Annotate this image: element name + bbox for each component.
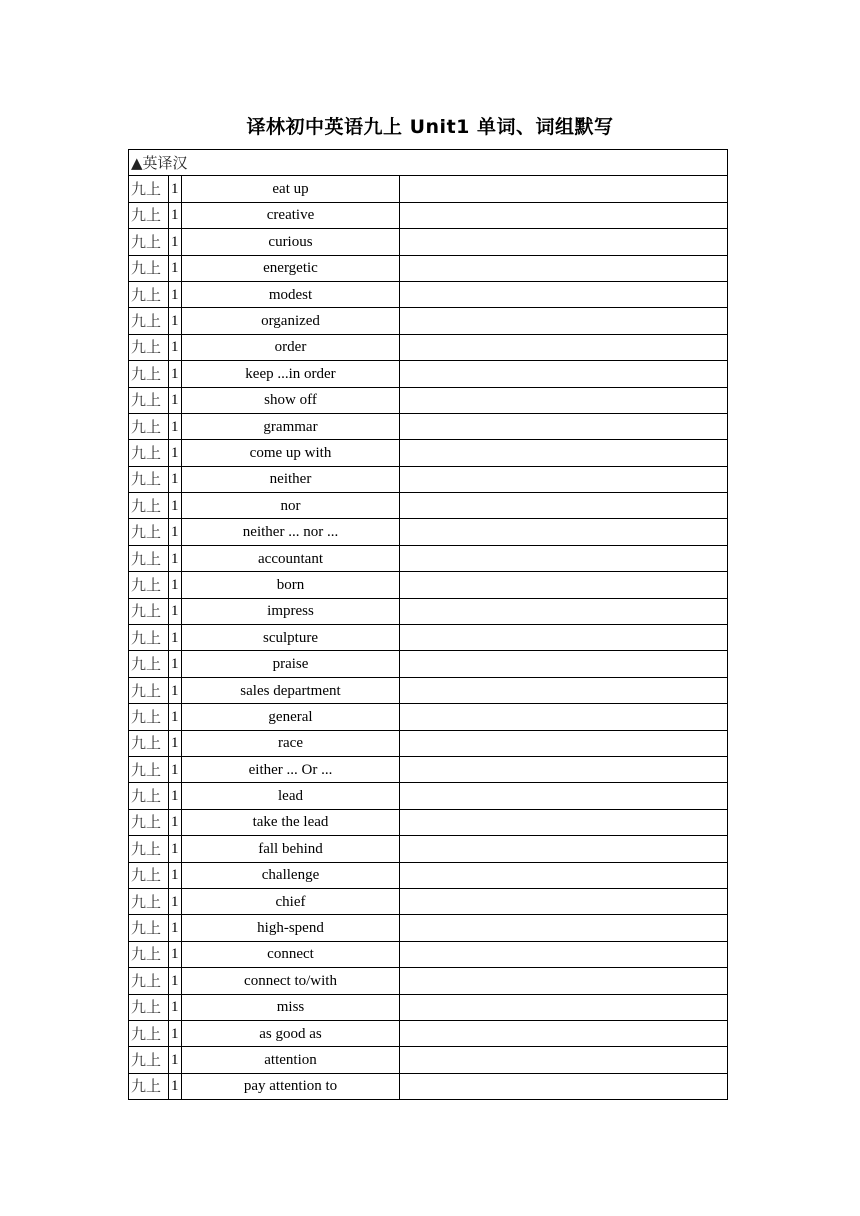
answer-blank-cell[interactable] (400, 836, 728, 862)
book-cell: 九上 (129, 888, 169, 914)
table-row (129, 625, 728, 651)
book-cell: 九上 (129, 1073, 169, 1099)
unit-cell: 1 (169, 677, 182, 703)
english-term-cell: grammar (182, 413, 400, 439)
unit-cell: 1 (169, 809, 182, 835)
english-term-cell: fall behind (182, 836, 400, 862)
english-term-cell: show off (182, 387, 400, 413)
table-row (129, 466, 728, 492)
page-title: 译林初中英语九上 Unit1 单词、词组默写 (246, 116, 614, 138)
english-term-cell: come up with (182, 440, 400, 466)
answer-blank-cell[interactable] (400, 466, 728, 492)
unit-cell: 1 (169, 915, 182, 941)
table-row (129, 994, 728, 1020)
unit-cell: 1 (169, 572, 182, 598)
unit-cell: 1 (169, 466, 182, 492)
unit-cell: 1 (169, 836, 182, 862)
answer-blank-cell[interactable] (400, 545, 728, 571)
answer-blank-cell[interactable] (400, 677, 728, 703)
english-term-cell: pay attention to (182, 1073, 400, 1099)
english-term-cell: race (182, 730, 400, 756)
book-cell: 九上 (129, 229, 169, 255)
unit-cell: 1 (169, 176, 182, 202)
book-cell: 九上 (129, 598, 169, 624)
english-term-cell: sculpture (182, 625, 400, 651)
table-row (129, 1020, 728, 1046)
section-header-row (129, 150, 728, 176)
table-row (129, 413, 728, 439)
english-term-cell: connect (182, 941, 400, 967)
english-term-cell: praise (182, 651, 400, 677)
english-term-cell: creative (182, 202, 400, 228)
unit-cell: 1 (169, 308, 182, 334)
answer-blank-cell[interactable] (400, 572, 728, 598)
answer-blank-cell[interactable] (400, 413, 728, 439)
book-cell: 九上 (129, 809, 169, 835)
unit-cell: 1 (169, 1020, 182, 1046)
table-row (129, 176, 728, 202)
answer-blank-cell[interactable] (400, 756, 728, 782)
english-term-cell: modest (182, 281, 400, 307)
section-header: ▲英译汉 (129, 150, 728, 176)
answer-blank-cell[interactable] (400, 255, 728, 281)
table-row (129, 387, 728, 413)
table-row (129, 862, 728, 888)
unit-cell: 1 (169, 1073, 182, 1099)
table-row (129, 229, 728, 255)
unit-cell: 1 (169, 756, 182, 782)
answer-blank-cell[interactable] (400, 493, 728, 519)
english-term-cell: neither ... nor ... (182, 519, 400, 545)
answer-blank-cell[interactable] (400, 704, 728, 730)
table-row (129, 941, 728, 967)
unit-cell: 1 (169, 783, 182, 809)
english-term-cell: impress (182, 598, 400, 624)
table-row (129, 598, 728, 624)
book-cell: 九上 (129, 730, 169, 756)
unit-cell: 1 (169, 229, 182, 255)
answer-blank-cell[interactable] (400, 1020, 728, 1046)
table-row (129, 783, 728, 809)
book-cell: 九上 (129, 334, 169, 360)
answer-blank-cell[interactable] (400, 625, 728, 651)
unit-cell: 1 (169, 281, 182, 307)
table-row (129, 281, 728, 307)
book-cell: 九上 (129, 756, 169, 782)
book-cell: 九上 (129, 493, 169, 519)
table-row (129, 519, 728, 545)
answer-blank-cell[interactable] (400, 994, 728, 1020)
english-term-cell: sales department (182, 677, 400, 703)
answer-blank-cell[interactable] (400, 968, 728, 994)
answer-blank-cell[interactable] (400, 202, 728, 228)
answer-blank-cell[interactable] (400, 1047, 728, 1073)
book-cell: 九上 (129, 625, 169, 651)
unit-cell: 1 (169, 730, 182, 756)
table-row (129, 572, 728, 598)
answer-blank-cell[interactable] (400, 387, 728, 413)
book-cell: 九上 (129, 677, 169, 703)
answer-blank-cell[interactable] (400, 519, 728, 545)
answer-blank-cell[interactable] (400, 941, 728, 967)
table-row (129, 756, 728, 782)
answer-blank-cell[interactable] (400, 229, 728, 255)
table-row (129, 704, 728, 730)
answer-blank-cell[interactable] (400, 334, 728, 360)
unit-cell: 1 (169, 968, 182, 994)
book-cell: 九上 (129, 968, 169, 994)
answer-blank-cell[interactable] (400, 281, 728, 307)
book-cell: 九上 (129, 1020, 169, 1046)
table-row (129, 836, 728, 862)
english-term-cell: keep ...in order (182, 361, 400, 387)
unit-cell: 1 (169, 888, 182, 914)
book-cell: 九上 (129, 308, 169, 334)
english-term-cell: high-spend (182, 915, 400, 941)
table-row (129, 493, 728, 519)
unit-cell: 1 (169, 202, 182, 228)
table-row (129, 651, 728, 677)
book-cell: 九上 (129, 545, 169, 571)
vocabulary-table-body (129, 150, 728, 1100)
table-row (129, 968, 728, 994)
english-term-cell: chief (182, 888, 400, 914)
answer-blank-cell[interactable] (400, 1073, 728, 1099)
english-term-cell: curious (182, 229, 400, 255)
book-cell: 九上 (129, 704, 169, 730)
book-cell: 九上 (129, 862, 169, 888)
book-cell: 九上 (129, 255, 169, 281)
table-row (129, 255, 728, 281)
unit-cell: 1 (169, 413, 182, 439)
table-row (129, 915, 728, 941)
english-term-cell: nor (182, 493, 400, 519)
answer-blank-cell[interactable] (400, 176, 728, 202)
book-cell: 九上 (129, 413, 169, 439)
book-cell: 九上 (129, 387, 169, 413)
answer-blank-cell[interactable] (400, 730, 728, 756)
unit-cell: 1 (169, 255, 182, 281)
english-term-cell: either ... Or ... (182, 756, 400, 782)
answer-blank-cell[interactable] (400, 783, 728, 809)
answer-blank-cell[interactable] (400, 651, 728, 677)
unit-cell: 1 (169, 704, 182, 730)
unit-cell: 1 (169, 625, 182, 651)
book-cell: 九上 (129, 281, 169, 307)
book-cell: 九上 (129, 361, 169, 387)
unit-cell: 1 (169, 387, 182, 413)
english-term-cell: connect to/with (182, 968, 400, 994)
unit-cell: 1 (169, 519, 182, 545)
unit-cell: 1 (169, 545, 182, 571)
english-term-cell: accountant (182, 545, 400, 571)
english-term-cell: take the lead (182, 809, 400, 835)
unit-cell: 1 (169, 493, 182, 519)
english-term-cell: lead (182, 783, 400, 809)
table-row (129, 361, 728, 387)
answer-blank-cell[interactable] (400, 888, 728, 914)
unit-cell: 1 (169, 361, 182, 387)
english-term-cell: eat up (182, 176, 400, 202)
table-row (129, 202, 728, 228)
answer-blank-cell[interactable] (400, 809, 728, 835)
unit-cell: 1 (169, 1047, 182, 1073)
unit-cell: 1 (169, 862, 182, 888)
unit-cell: 1 (169, 941, 182, 967)
book-cell: 九上 (129, 651, 169, 677)
english-term-cell: neither (182, 466, 400, 492)
english-term-cell: general (182, 704, 400, 730)
table-row (129, 888, 728, 914)
book-cell: 九上 (129, 572, 169, 598)
answer-blank-cell[interactable] (400, 915, 728, 941)
book-cell: 九上 (129, 176, 169, 202)
book-cell: 九上 (129, 440, 169, 466)
book-cell: 九上 (129, 783, 169, 809)
book-cell: 九上 (129, 941, 169, 967)
english-term-cell: challenge (182, 862, 400, 888)
book-cell: 九上 (129, 915, 169, 941)
table-row (129, 440, 728, 466)
book-cell: 九上 (129, 466, 169, 492)
english-term-cell: organized (182, 308, 400, 334)
english-term-cell: born (182, 572, 400, 598)
table-row (129, 1073, 728, 1099)
english-term-cell: order (182, 334, 400, 360)
unit-cell: 1 (169, 994, 182, 1020)
english-term-cell: miss (182, 994, 400, 1020)
answer-blank-cell[interactable] (400, 598, 728, 624)
table-row (129, 334, 728, 360)
answer-blank-cell[interactable] (400, 308, 728, 334)
table-row (129, 1047, 728, 1073)
book-cell: 九上 (129, 1047, 169, 1073)
answer-blank-cell[interactable] (400, 440, 728, 466)
book-cell: 九上 (129, 836, 169, 862)
english-term-cell: attention (182, 1047, 400, 1073)
answer-blank-cell[interactable] (400, 361, 728, 387)
english-term-cell: as good as (182, 1020, 400, 1046)
unit-cell: 1 (169, 334, 182, 360)
unit-cell: 1 (169, 440, 182, 466)
english-term-cell: energetic (182, 255, 400, 281)
book-cell: 九上 (129, 519, 169, 545)
unit-cell: 1 (169, 651, 182, 677)
table-row (129, 308, 728, 334)
unit-cell: 1 (169, 598, 182, 624)
table-row (129, 730, 728, 756)
answer-blank-cell[interactable] (400, 862, 728, 888)
book-cell: 九上 (129, 994, 169, 1020)
table-row (129, 545, 728, 571)
book-cell: 九上 (129, 202, 169, 228)
vocabulary-table (128, 149, 728, 1100)
table-row (129, 809, 728, 835)
table-row (129, 677, 728, 703)
